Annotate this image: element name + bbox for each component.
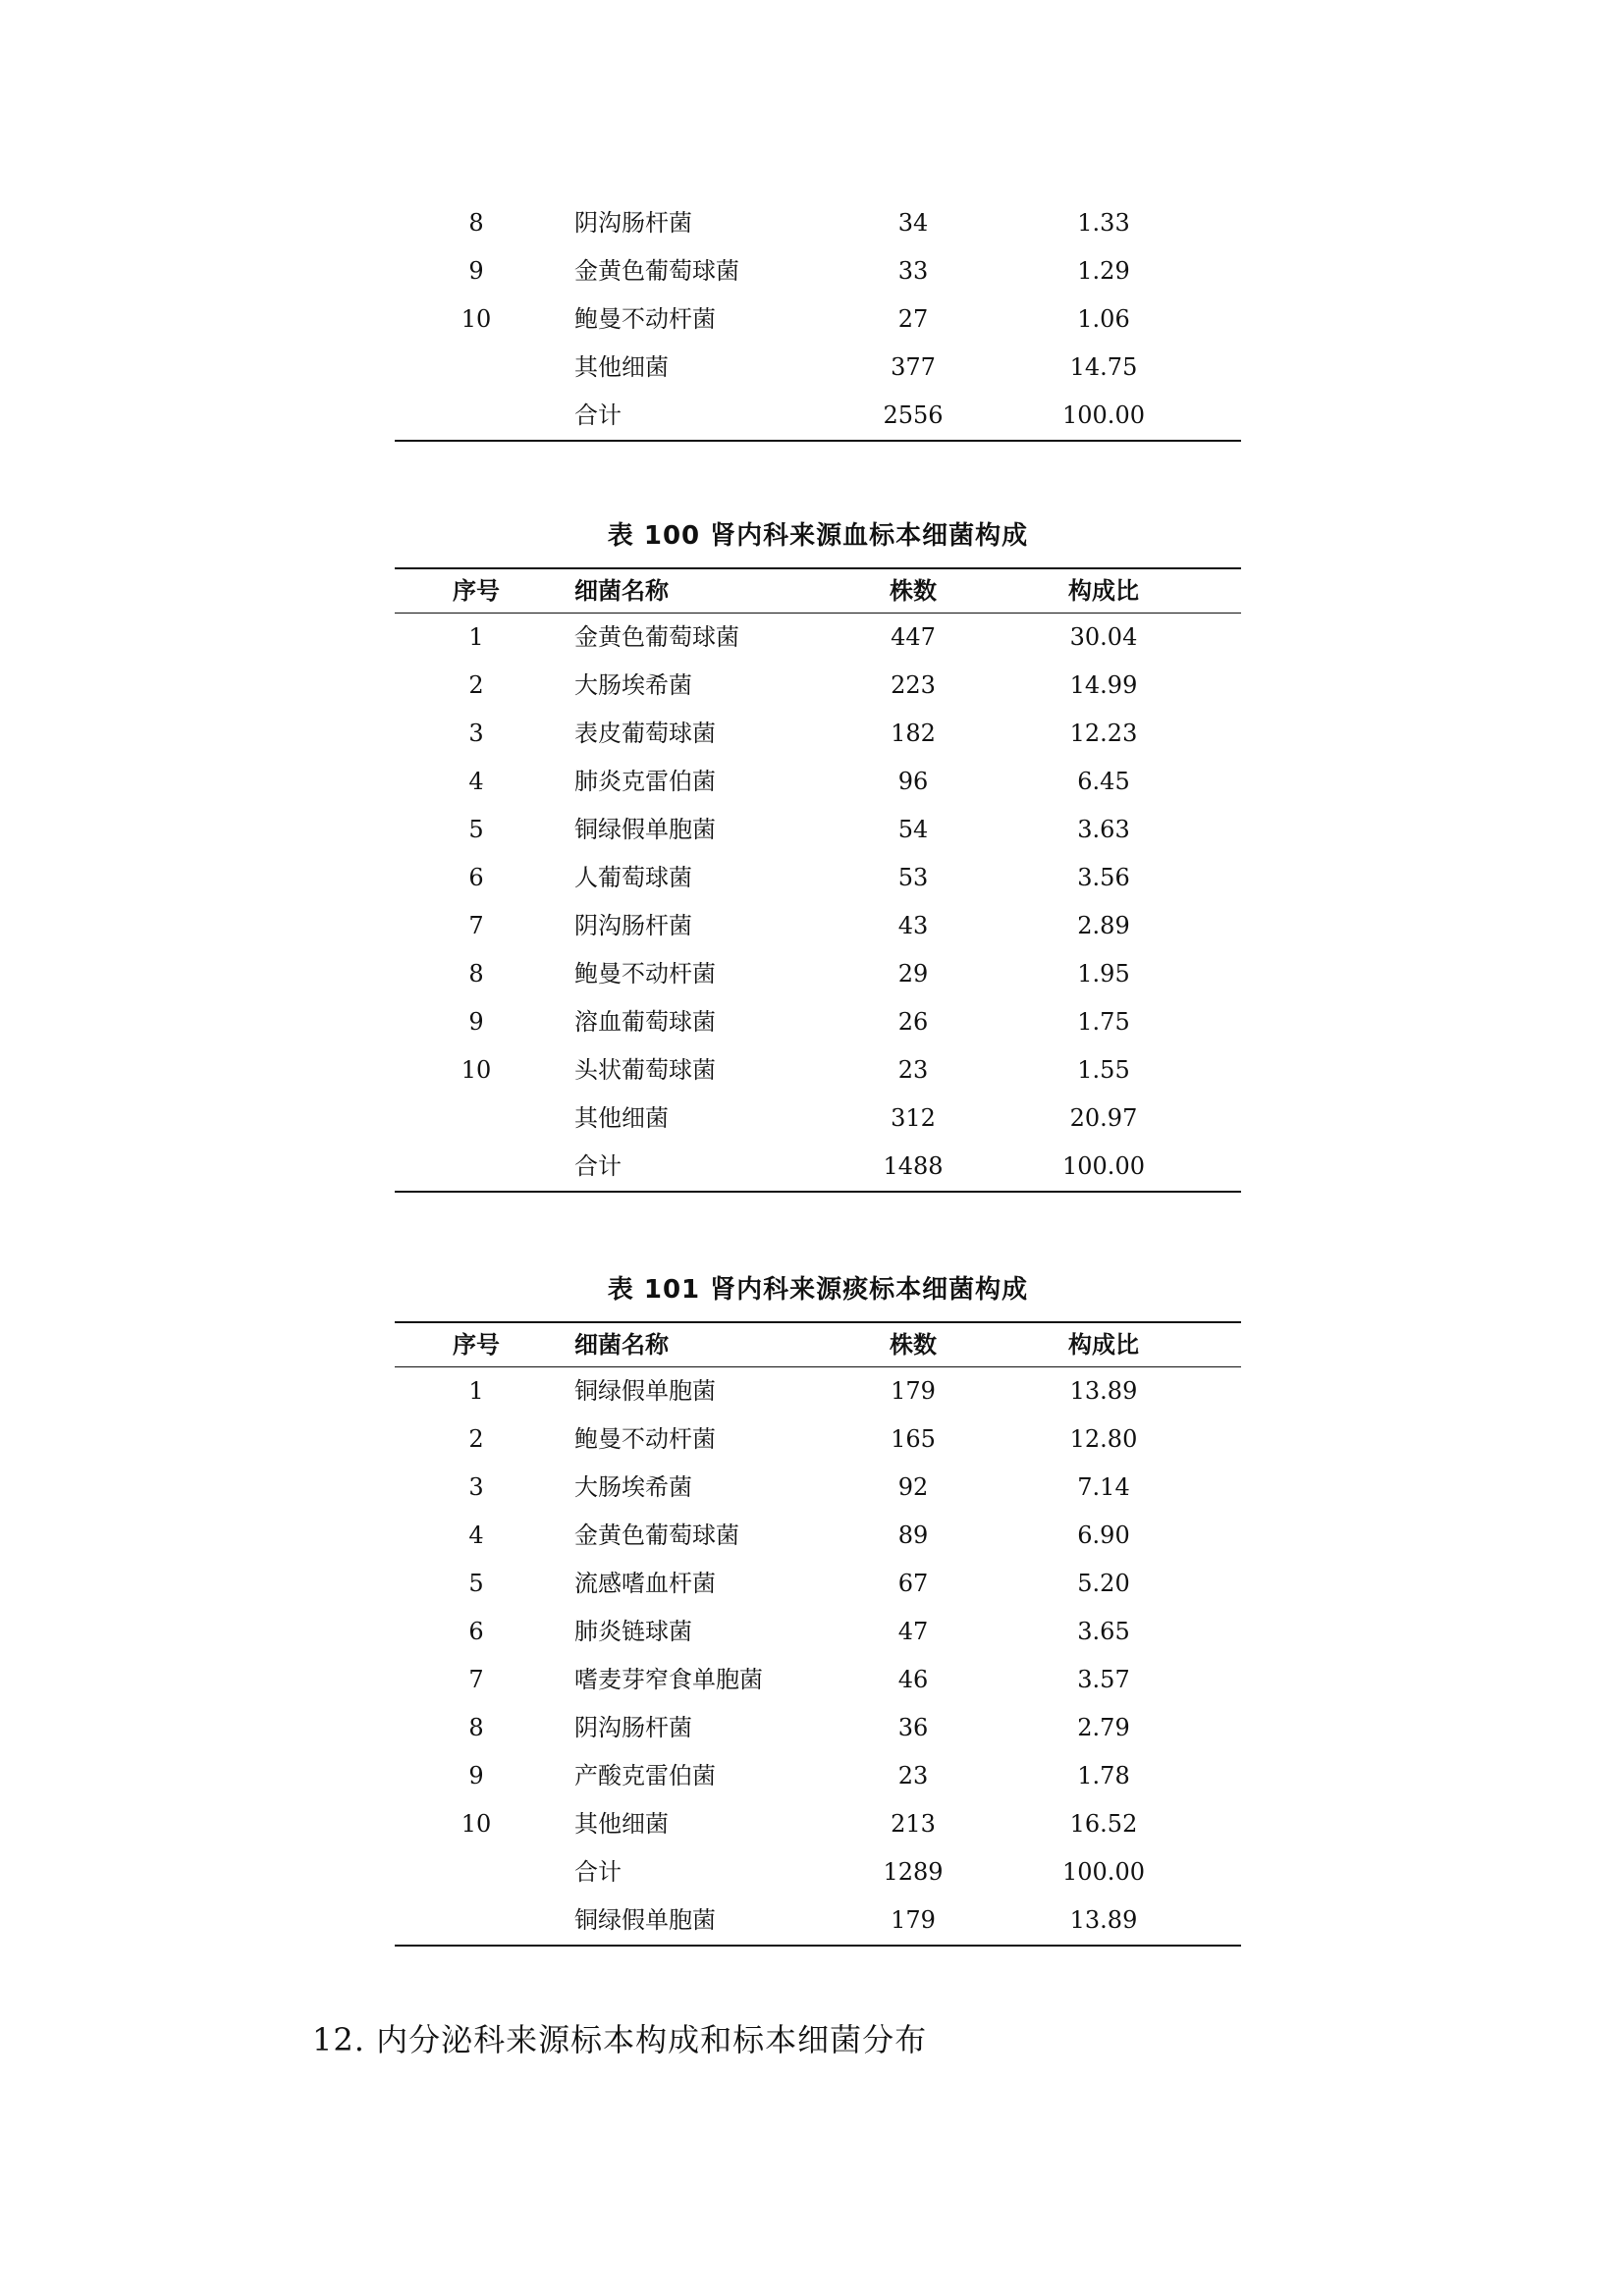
row-index: 8 bbox=[468, 960, 484, 988]
strain-count: 54 bbox=[897, 816, 929, 843]
bacteria-name: 合计 bbox=[574, 401, 622, 429]
table-row bbox=[395, 199, 1241, 247]
table-row bbox=[395, 710, 1241, 758]
bacteria-name: 铜绿假单胞菌 bbox=[574, 1377, 716, 1405]
table-100-caption: 表 100 肾内科来源血标本细菌构成 bbox=[607, 521, 1029, 551]
bacteria-name: 溶血葡萄球菌 bbox=[574, 1008, 716, 1036]
percentage: 100.00 bbox=[1062, 1858, 1145, 1886]
percentage: 1.33 bbox=[1077, 209, 1130, 237]
percentage: 5.20 bbox=[1077, 1570, 1130, 1597]
table-row bbox=[395, 1095, 1241, 1143]
table-row bbox=[395, 614, 1241, 662]
bacteria-name: 金黄色葡萄球菌 bbox=[574, 623, 739, 651]
header-bacteria-name: 细菌名称 bbox=[574, 1331, 669, 1359]
header-percentage: 构成比 bbox=[1068, 1331, 1139, 1359]
strain-count: 92 bbox=[897, 1473, 929, 1501]
strain-count: 1289 bbox=[883, 1858, 944, 1886]
table-prev-continued bbox=[395, 199, 1241, 442]
strain-count: 46 bbox=[897, 1666, 929, 1693]
table-row bbox=[395, 1608, 1241, 1656]
bacteria-name: 流感嗜血杆菌 bbox=[574, 1570, 716, 1597]
table-row bbox=[395, 1896, 1241, 1945]
row-index: 5 bbox=[468, 816, 484, 843]
percentage: 1.75 bbox=[1077, 1008, 1130, 1036]
bacteria-name: 表皮葡萄球菌 bbox=[574, 720, 716, 747]
row-index: 10 bbox=[460, 305, 492, 333]
strain-count: 2556 bbox=[883, 401, 944, 429]
table-row bbox=[395, 1656, 1241, 1704]
table-row bbox=[395, 1752, 1241, 1800]
table-row bbox=[395, 1800, 1241, 1848]
percentage: 1.95 bbox=[1077, 960, 1130, 988]
percentage: 14.99 bbox=[1069, 671, 1138, 699]
percentage: 1.55 bbox=[1077, 1056, 1130, 1084]
row-index: 8 bbox=[468, 1714, 484, 1741]
table-row bbox=[395, 295, 1241, 344]
bacteria-name: 鲍曼不动杆菌 bbox=[574, 305, 716, 333]
strain-count: 312 bbox=[891, 1104, 936, 1132]
strain-count: 29 bbox=[897, 960, 929, 988]
strain-count: 34 bbox=[897, 209, 929, 237]
row-index: 6 bbox=[468, 1618, 484, 1645]
strain-count: 27 bbox=[897, 305, 929, 333]
percentage: 6.90 bbox=[1077, 1522, 1130, 1549]
strain-count: 377 bbox=[891, 353, 936, 381]
table-row bbox=[395, 247, 1241, 295]
row-index: 4 bbox=[468, 768, 484, 795]
bacteria-name: 大肠埃希菌 bbox=[574, 1473, 692, 1501]
table-row bbox=[395, 1848, 1241, 1896]
table-row bbox=[395, 662, 1241, 710]
row-index: 3 bbox=[468, 1473, 484, 1501]
row-index: 3 bbox=[468, 720, 484, 747]
header-count: 株数 bbox=[890, 1331, 937, 1359]
strain-count: 36 bbox=[897, 1714, 929, 1741]
row-index: 2 bbox=[468, 671, 484, 699]
bacteria-name: 肺炎克雷伯菌 bbox=[574, 768, 716, 795]
bacteria-name: 铜绿假单胞菌 bbox=[574, 1906, 716, 1934]
bacteria-name: 金黄色葡萄球菌 bbox=[574, 257, 739, 285]
table-100 bbox=[395, 567, 1241, 1193]
strain-count: 47 bbox=[897, 1618, 929, 1645]
bacteria-name: 肺炎链球菌 bbox=[574, 1618, 692, 1645]
bacteria-name: 鲍曼不动杆菌 bbox=[574, 960, 716, 988]
row-index: 1 bbox=[468, 623, 484, 651]
percentage: 3.63 bbox=[1077, 816, 1130, 843]
bacteria-name: 铜绿假单胞菌 bbox=[574, 816, 716, 843]
header-percentage: 构成比 bbox=[1068, 577, 1139, 605]
strain-count: 223 bbox=[891, 671, 936, 699]
percentage: 3.65 bbox=[1077, 1618, 1130, 1645]
table-row bbox=[395, 1512, 1241, 1560]
percentage: 20.97 bbox=[1069, 1104, 1138, 1132]
strain-count: 96 bbox=[897, 768, 929, 795]
strain-count: 23 bbox=[897, 1762, 929, 1789]
bacteria-name: 金黄色葡萄球菌 bbox=[574, 1522, 739, 1549]
header-index: 序号 bbox=[453, 1331, 500, 1359]
row-index: 10 bbox=[460, 1056, 492, 1084]
row-index: 9 bbox=[468, 257, 484, 285]
row-index: 1 bbox=[468, 1377, 484, 1405]
table-row bbox=[395, 1464, 1241, 1512]
table-row bbox=[395, 950, 1241, 998]
row-index: 8 bbox=[468, 209, 484, 237]
bacteria-name: 阴沟肠杆菌 bbox=[574, 209, 692, 237]
table-row bbox=[395, 758, 1241, 806]
strain-count: 67 bbox=[897, 1570, 929, 1597]
table-row bbox=[395, 1367, 1241, 1415]
table-row bbox=[395, 854, 1241, 902]
percentage: 13.89 bbox=[1069, 1377, 1138, 1405]
percentage: 1.29 bbox=[1077, 257, 1130, 285]
strain-count: 33 bbox=[897, 257, 929, 285]
percentage: 6.45 bbox=[1077, 768, 1130, 795]
strain-count: 182 bbox=[891, 720, 936, 747]
table-101 bbox=[395, 1321, 1241, 1947]
row-index: 4 bbox=[468, 1522, 484, 1549]
table-header-row bbox=[395, 567, 1241, 614]
row-index: 9 bbox=[468, 1762, 484, 1789]
table-row bbox=[395, 1704, 1241, 1752]
table-row bbox=[395, 1046, 1241, 1095]
bacteria-name: 其他细菌 bbox=[574, 353, 669, 381]
percentage: 12.23 bbox=[1069, 720, 1138, 747]
strain-count: 23 bbox=[897, 1056, 929, 1084]
bacteria-name: 合计 bbox=[574, 1858, 622, 1886]
table-row bbox=[395, 344, 1241, 392]
percentage: 100.00 bbox=[1062, 401, 1145, 429]
strain-count: 213 bbox=[891, 1810, 936, 1838]
bacteria-name: 鲍曼不动杆菌 bbox=[574, 1425, 716, 1453]
row-index: 7 bbox=[468, 912, 484, 939]
percentage: 13.89 bbox=[1069, 1906, 1138, 1934]
row-index: 6 bbox=[468, 864, 484, 891]
strain-count: 1488 bbox=[883, 1152, 944, 1180]
percentage: 100.00 bbox=[1062, 1152, 1145, 1180]
percentage: 2.79 bbox=[1077, 1714, 1130, 1741]
strain-count: 447 bbox=[891, 623, 936, 651]
header-index: 序号 bbox=[453, 577, 500, 605]
strain-count: 179 bbox=[891, 1906, 936, 1934]
strain-count: 165 bbox=[891, 1425, 936, 1453]
strain-count: 89 bbox=[897, 1522, 929, 1549]
table-row bbox=[395, 1560, 1241, 1608]
strain-count: 43 bbox=[897, 912, 929, 939]
bacteria-name: 其他细菌 bbox=[574, 1810, 669, 1838]
table-row bbox=[395, 392, 1241, 440]
percentage: 16.52 bbox=[1069, 1810, 1138, 1838]
strain-count: 26 bbox=[897, 1008, 929, 1036]
section-heading: 12. 内分泌科来源标本构成和标本细菌分布 bbox=[312, 2021, 928, 2058]
table-row bbox=[395, 902, 1241, 950]
percentage: 2.89 bbox=[1077, 912, 1130, 939]
bacteria-name: 阴沟肠杆菌 bbox=[574, 1714, 692, 1741]
row-index: 10 bbox=[460, 1810, 492, 1838]
bacteria-name: 其他细菌 bbox=[574, 1104, 669, 1132]
strain-count: 179 bbox=[891, 1377, 936, 1405]
percentage: 7.14 bbox=[1077, 1473, 1130, 1501]
bacteria-name: 头状葡萄球菌 bbox=[574, 1056, 716, 1084]
bacteria-name: 阴沟肠杆菌 bbox=[574, 912, 692, 939]
percentage: 1.06 bbox=[1077, 305, 1130, 333]
percentage: 12.80 bbox=[1069, 1425, 1138, 1453]
header-bacteria-name: 细菌名称 bbox=[574, 577, 669, 605]
table-row bbox=[395, 1415, 1241, 1464]
table-header-row bbox=[395, 1321, 1241, 1367]
row-index: 2 bbox=[468, 1425, 484, 1453]
row-index: 7 bbox=[468, 1666, 484, 1693]
table-row bbox=[395, 806, 1241, 854]
percentage: 14.75 bbox=[1069, 353, 1138, 381]
row-index: 9 bbox=[468, 1008, 484, 1036]
table-101-caption: 表 101 肾内科来源痰标本细菌构成 bbox=[607, 1275, 1029, 1305]
percentage: 3.56 bbox=[1077, 864, 1130, 891]
table-row bbox=[395, 1143, 1241, 1191]
table-row bbox=[395, 998, 1241, 1046]
bacteria-name: 嗜麦芽窄食单胞菌 bbox=[574, 1666, 763, 1693]
bacteria-name: 产酸克雷伯菌 bbox=[574, 1762, 716, 1789]
row-index: 5 bbox=[468, 1570, 484, 1597]
header-count: 株数 bbox=[890, 577, 937, 605]
bacteria-name: 合计 bbox=[574, 1152, 622, 1180]
bacteria-name: 人葡萄球菌 bbox=[574, 864, 692, 891]
percentage: 3.57 bbox=[1077, 1666, 1130, 1693]
bacteria-name: 大肠埃希菌 bbox=[574, 671, 692, 699]
percentage: 30.04 bbox=[1069, 623, 1138, 651]
percentage: 1.78 bbox=[1077, 1762, 1130, 1789]
strain-count: 53 bbox=[897, 864, 929, 891]
